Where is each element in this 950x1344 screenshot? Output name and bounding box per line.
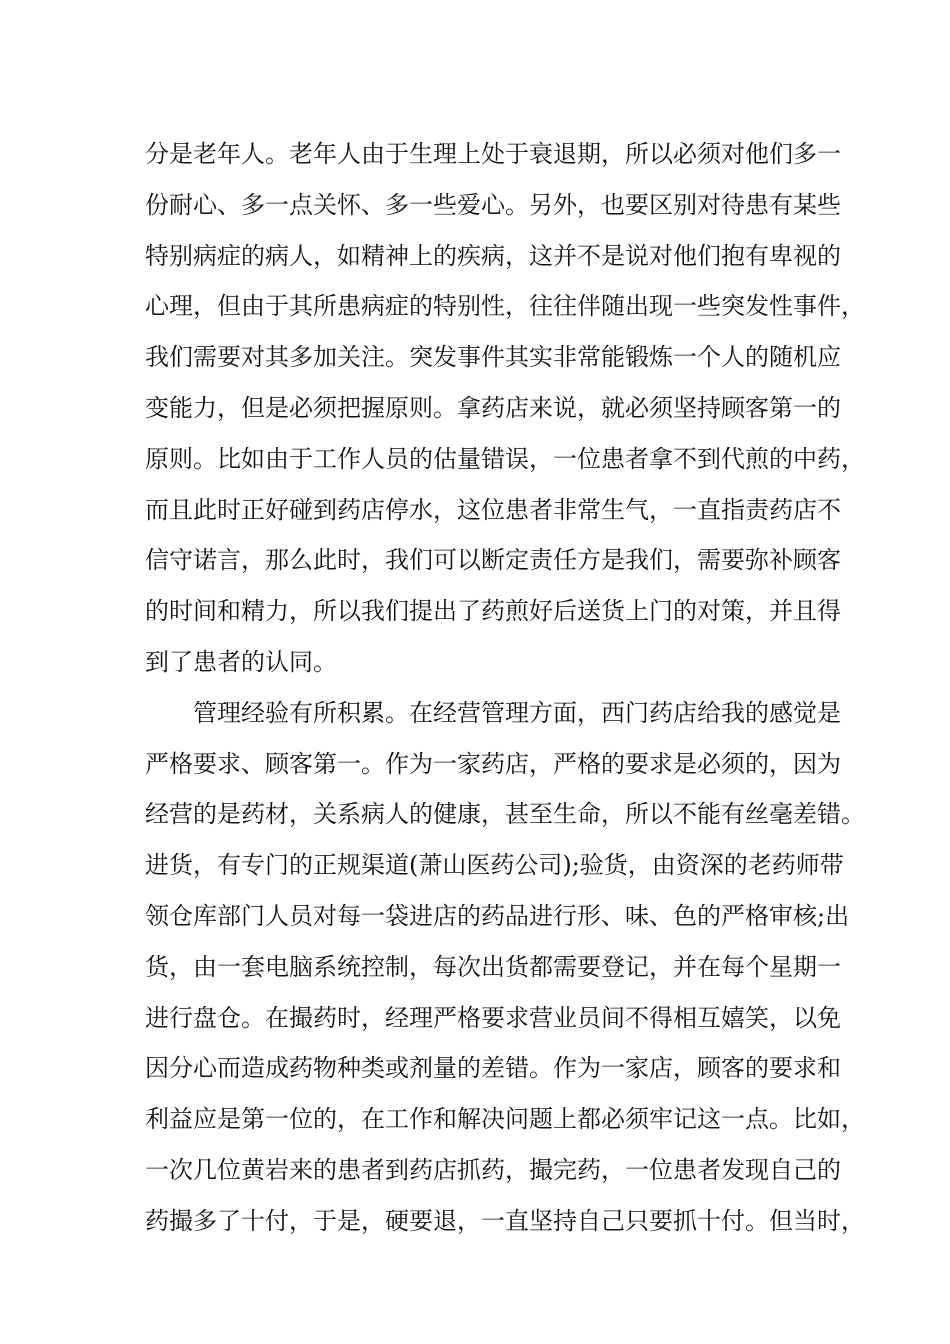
text-line: 原则。比如由于工作人员的估量错误，一位患者拿不到代煎的中药， [145, 444, 865, 473]
text-line: 信守诺言，那么此时，我们可以断定责任方是我们，需要弥补顾客 [145, 546, 841, 575]
text-line: 进货，有专门的正规渠道(萧山医药公司);验货，由资深的老药师带 [145, 851, 844, 880]
text-line: 特别病症的病人，如精神上的疾病，这并不是说对他们抱有卑视的 [145, 241, 841, 270]
text-line: 而且此时正好碰到药店停水，这位患者非常生气，一直指责药店不 [145, 495, 841, 524]
text-line: 的时间和精力，所以我们提出了药煎好后送货上门的对策，并且得 [145, 597, 841, 626]
text-line: 变能力，但是必须把握原则。拿药店来说，就必须坚持顾客第一的 [145, 393, 841, 422]
text-line: 因分心而造成药物种类或剂量的差错。作为一家店，顾客的要求和 [145, 1054, 841, 1083]
text-line: 利益应是第一位的，在工作和解决问题上都必须牢记这一点。比如， [145, 1105, 865, 1134]
text-line: 份耐心、多一点关怀、多一些爱心。另外，也要区别对待患有某些 [145, 190, 841, 219]
text-line: 我们需要对其多加关注。突发事件其实非常能锻炼一个人的随机应 [145, 343, 841, 372]
text-line: 严格要求、顾客第一。作为一家药店，严格的要求是必须的，因为 [145, 749, 841, 778]
text-line: 进行盘仓。在撮药时，经理严格要求营业员间不得相互嬉笑，以免 [145, 1003, 841, 1032]
body-text [145, 129, 865, 1247]
text-line: 领仓库部门人员对每一袋进店的药品进行形、味、色的严格审核;出 [145, 901, 850, 930]
text-line: 到了患者的认同。 [145, 647, 337, 676]
paragraph-start-line: 管理经验有所积累。在经营管理方面，西门药店给我的感觉是 [193, 698, 841, 727]
text-line: 心理，但由于其所患病症的特别性，往往伴随出现一些突发性事件， [145, 292, 865, 321]
text-line: 一次几位黄岩来的患者到药店抓药，撮完药，一位患者发现自己的 [145, 1155, 841, 1184]
text-line: 分是老年人。老年人由于生理上处于衰退期，所以必须对他们多一 [145, 140, 841, 168]
text-line: 经营的是药材，关系病人的健康，甚至生命，所以不能有丝毫差错。 [145, 800, 865, 829]
text-line: 药撮多了十付，于是，硬要退，一直坚持自己只要抓十付。但当时， [145, 1206, 865, 1235]
text-line: 货，由一套电脑系统控制，每次出货都需要登记，并在每个星期一 [145, 952, 841, 981]
